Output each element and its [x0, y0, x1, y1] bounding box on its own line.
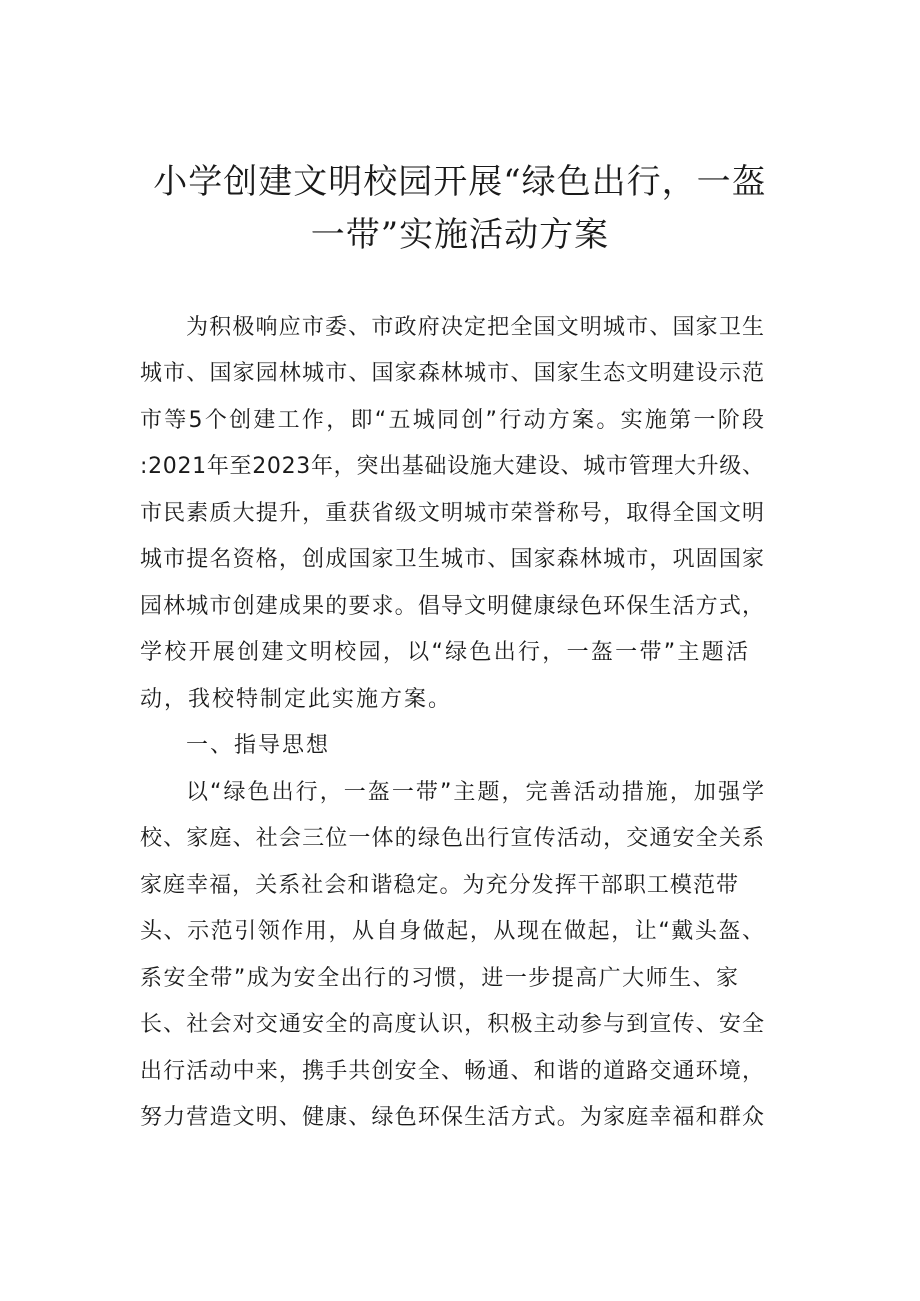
- body-line: :2021年至2023年，突出基础设施大建设、城市管理大升级、: [140, 454, 765, 479]
- body-line: 长、社会对交通安全的高度认识，积极主动参与到宣传、安全: [140, 1012, 766, 1037]
- body-line: 校、家庭、社会三位一体的绿色出行宣传活动，交通安全关系: [140, 826, 766, 851]
- section-heading: 一、指导思想: [186, 733, 331, 758]
- title-line-2: 一带”实施活动方案: [310, 215, 610, 255]
- body-line: 动，我校特制定此实施方案。: [140, 687, 453, 712]
- body-line: 出行活动中来，携手共创安全、畅通、和谐的道路交通环境，: [140, 1059, 766, 1084]
- body-line: 市民素质大提升，重获省级文明城市荣誉称号，取得全国文明: [140, 501, 766, 526]
- body-line: 学校开展创建文明校园，以“绿色出行，一盔一带”主题活: [140, 640, 751, 665]
- body-line: 以“绿色出行，一盔一带”主题，完善活动措施，加强学: [186, 780, 767, 805]
- body-line: 家庭幸福，关系社会和谐稳定。为充分发挥干部职工模范带: [140, 873, 740, 898]
- body-line: 为积极响应市委、市政府决定把全国文明城市、国家卫生: [186, 315, 766, 340]
- document-title: [100, 156, 820, 262]
- body-line: 园林城市创建成果的要求。倡导文明健康绿色环保生活方式，: [140, 594, 766, 619]
- body-line: 头、示范引领作用，从自身做起，从现在做起，让“戴头盔、: [140, 919, 766, 944]
- body-line: 市等5个创建工作，即“五城同创”行动方案。实施第一阶段: [140, 408, 767, 433]
- title-line-1: 小学创建文明校园开展“绿色出行，一盔: [153, 162, 767, 202]
- body-line: 城市提名资格，创成国家卫生城市、国家森林城市，巩固国家: [140, 547, 766, 572]
- body-line: 努力营造文明、健康、绿色环保生活方式。为家庭幸福和群众: [140, 1105, 766, 1130]
- body-line: 系安全带”成为安全出行的习惯，进一步提高广大师生、家: [140, 966, 740, 991]
- body-line: 城市、国家园林城市、国家森林城市、国家生态文明建设示范: [140, 361, 766, 386]
